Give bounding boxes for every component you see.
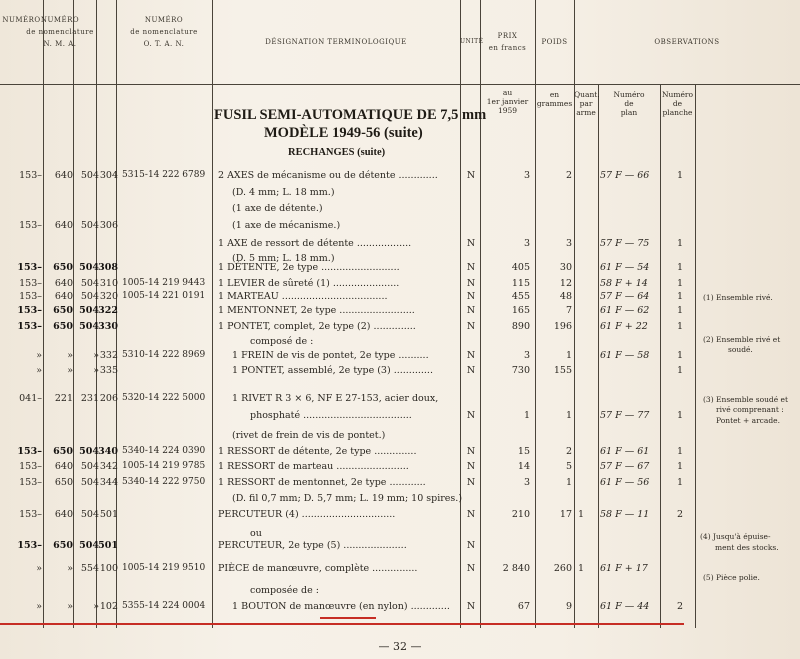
cell-weight: 12 (559, 278, 572, 289)
table-row (0, 446, 800, 460)
cell-otan-number: 1005-14 219 9785 (122, 461, 206, 471)
subheader-prix-2: 1er janvier (486, 97, 529, 106)
cell-price: 890 (511, 321, 530, 332)
cell-designation: 1 PONTET, assemblé, 2e type (3) ............. (232, 365, 433, 376)
cell-nma-part-3: 504 (79, 262, 99, 273)
cell-unit: N (466, 563, 476, 574)
table-row (0, 563, 800, 577)
cell-designation: 1 MENTONNET, 2e type ......................... (218, 305, 415, 316)
subheader-planche-1: Numéro (661, 90, 694, 99)
table-row (0, 585, 800, 599)
observation-5: (5) Pièce polie. (703, 573, 760, 582)
cell-nma-part-3: 504 (80, 170, 99, 181)
header-nma-subtitle: de nomenclature (26, 28, 94, 36)
cell-unit: N (466, 305, 476, 316)
subheader-poids-2: grammes (536, 99, 573, 108)
cell-nma-part-1: 153– (19, 278, 42, 289)
cell-nma-part-4: 340 (98, 446, 118, 457)
cell-nma-part-4: 344 (99, 477, 118, 488)
cell-designation: PERCUTEUR, 2e type (5) ..................... (218, 540, 407, 551)
cell-nma-part-2: » (67, 365, 73, 376)
cell-nma-part-1: 153– (19, 220, 42, 231)
subheader-plan-2: de (624, 99, 634, 108)
cell-weight: 7 (565, 305, 572, 316)
cell-designation: (1 axe de mécanisme.) (232, 220, 341, 231)
table-row (0, 365, 800, 379)
cell-nma-part-4: 306 (99, 220, 118, 231)
cell-designation: 1 RESSORT de détente, 2e type .............. (218, 446, 417, 457)
cell-planche-number: 1 (676, 262, 684, 273)
cell-weight: 3 (565, 238, 572, 249)
cell-price: 210 (511, 509, 530, 520)
table-row (0, 305, 800, 319)
observation-3a: (3) Ensemble soudé et (703, 395, 789, 404)
cell-designation: (D. 5 mm; L. 18 mm.) (232, 253, 335, 264)
cell-price: 67 (517, 601, 530, 612)
red-underline-row (0, 623, 684, 625)
header-designation: DÉSIGNATION TERMINOLOGIQUE (265, 38, 407, 46)
cell-otan-number: 5340-14 224 0390 (122, 446, 206, 456)
cell-weight: 260 (553, 563, 572, 574)
cell-nma-part-3: 554 (80, 563, 99, 574)
table-row (0, 238, 800, 252)
cell-nma-part-4: 501 (99, 509, 118, 520)
subheader-prix-1: au (502, 88, 513, 97)
cell-plan-number: 61 F — 58 (600, 350, 650, 361)
cell-unit: N (466, 350, 476, 361)
cell-nma-part-3: 504 (80, 278, 99, 289)
subheader-plan-1: Numéro (613, 90, 645, 99)
observation-2a: (2) Ensemble rivé et (703, 335, 781, 344)
cell-planche-number: 1 (676, 477, 684, 488)
subheader-quant-2: par (579, 99, 593, 108)
header-unite: UNITÉ (460, 38, 484, 45)
cell-designation: 1 AXE de ressort de détente .................. (218, 238, 412, 249)
cell-price: 165 (511, 305, 530, 316)
cell-weight: 155 (553, 365, 572, 376)
cell-unit: N (466, 291, 476, 302)
cell-weight: 1 (565, 350, 572, 361)
table-row (0, 336, 800, 350)
header-nma-title: NUMÉRO (40, 16, 80, 24)
cell-otan-number: 5315-14 222 6789 (122, 170, 206, 180)
cell-planche-number: 1 (676, 461, 684, 472)
observation-1: (1) Ensemble rivé. (703, 293, 773, 302)
cell-weight: 2 (565, 446, 572, 457)
cell-weight: 1 (565, 477, 572, 488)
cell-nma-part-3: » (93, 601, 99, 612)
cell-nma-part-2: 640 (54, 461, 73, 472)
cell-designation: 1 FREIN de vis de pontet, 2e type .......... (232, 350, 429, 361)
subheader-planche (660, 90, 695, 117)
cell-nma-part-4: 304 (99, 170, 118, 181)
cell-unit: N (466, 365, 476, 376)
cell-nma-part-2: 640 (54, 509, 73, 520)
cell-designation: 1 DÉTENTE, 2e type .......................... (218, 262, 400, 273)
cell-nma-part-3: 504 (79, 305, 99, 316)
cell-nma-part-1: » (36, 350, 42, 361)
cell-nma-part-2: 650 (53, 305, 73, 316)
cell-quantity: 1 (577, 509, 585, 520)
cell-nma-part-3: 504 (80, 291, 99, 302)
cell-plan-number: 61 F — 54 (600, 262, 650, 273)
table-row (0, 410, 800, 424)
subheader-poids-1: en (549, 90, 560, 99)
cell-planche-number: 1 (676, 291, 684, 302)
table-row (0, 430, 800, 444)
cell-otan-number: 1005-14 221 0191 (122, 291, 206, 301)
cell-designation: (rivet de frein de vis de pontet.) (232, 430, 386, 441)
cell-price: 2 840 (502, 563, 530, 574)
cell-planche-number: 1 (676, 305, 684, 316)
cell-nma-part-1: 153– (17, 446, 42, 457)
cell-nma-part-2: 640 (54, 170, 73, 181)
cell-nma-part-1: 153– (17, 305, 42, 316)
cell-designation: 1 BOUTON de manœuvre (en nylon) ............. (232, 601, 450, 612)
cell-nma-part-2: 650 (53, 446, 73, 457)
cell-nma-part-2: » (67, 350, 73, 361)
cell-price: 14 (517, 461, 530, 472)
cell-nma-part-3: » (93, 350, 99, 361)
cell-quantity: 1 (577, 563, 585, 574)
cell-price: 1 (523, 410, 530, 421)
cell-nma-part-2: 650 (53, 321, 73, 332)
cell-otan-number: 5310-14 222 8969 (122, 350, 206, 360)
table-row (0, 321, 800, 335)
cell-unit: N (466, 477, 476, 488)
observation-4b: ment des stocks. (715, 543, 779, 552)
cell-nma-part-2: 640 (54, 220, 73, 231)
cell-designation: ou (250, 528, 262, 539)
subheader-plan (598, 90, 660, 117)
cell-nma-part-4: 322 (98, 305, 118, 316)
observation-3c: Pontet + arcade. (716, 416, 780, 425)
cell-designation: 1 RESSORT de marteau ........................ (218, 461, 409, 472)
header-poids: POIDS (541, 38, 568, 46)
subheader-prix (480, 88, 535, 115)
rule-obs-split (574, 84, 800, 85)
cell-nma-part-3: 504 (79, 446, 99, 457)
cell-planche-number: 1 (676, 446, 684, 457)
table-row (0, 393, 800, 407)
cell-plan-number: 58 F + 14 (600, 278, 648, 289)
cell-nma-part-4: 320 (99, 291, 118, 302)
cell-unit: N (466, 170, 476, 181)
cell-unit: N (466, 446, 476, 457)
cell-unit: N (466, 238, 476, 249)
cell-unit: N (466, 262, 476, 273)
cell-designation: PIÈCE de manœuvre, complète ............... (218, 563, 418, 574)
cell-planche-number: 1 (676, 410, 684, 421)
cell-designation: composé de : (250, 336, 314, 347)
cell-nma-part-1: 153– (17, 262, 42, 273)
cell-plan-number: 57 F — 67 (600, 461, 650, 472)
cell-otan-number: 5355-14 224 0004 (122, 601, 206, 611)
cell-nma-part-1: 153– (19, 461, 42, 472)
cell-nma-part-4: 102 (99, 601, 118, 612)
cell-nma-part-1: 041– (19, 393, 42, 404)
cell-price: 3 (523, 477, 530, 488)
cell-unit: N (466, 321, 476, 332)
cell-nma-part-2: 650 (54, 477, 73, 488)
cell-plan-number: 61 F + 17 (600, 563, 648, 574)
cell-nma-part-2: 640 (54, 278, 73, 289)
table-row (0, 509, 800, 523)
header-observations: OBSERVATIONS (654, 38, 720, 46)
subheader-plan-3: plan (620, 108, 638, 117)
cell-otan-number: 5340-14 222 9750 (122, 477, 206, 487)
cell-designation: (1 axe de détente.) (232, 203, 323, 214)
cell-unit: N (466, 410, 476, 421)
subheader-poids (535, 90, 574, 108)
header-nma-block (10, 14, 110, 50)
cell-plan-number: 57 F — 77 (600, 410, 650, 421)
cell-designation: PERCUTEUR (4) ............................... (218, 509, 396, 520)
header-otan-subtitle: de nomenclature (130, 28, 198, 36)
cell-nma-part-4: 342 (99, 461, 118, 472)
cell-plan-number: 61 F — 56 (600, 477, 650, 488)
cell-nma-part-3: 504 (79, 321, 99, 332)
cell-nma-part-4: 335 (99, 365, 118, 376)
cell-plan-number: 57 F — 75 (600, 238, 650, 249)
cell-unit: N (466, 540, 476, 551)
cell-nma-part-3: 231 (80, 393, 99, 404)
header-otan-title: NUMÉRO (144, 16, 184, 24)
cell-nma-part-1: » (36, 601, 42, 612)
cell-weight: 9 (565, 601, 572, 612)
cell-planche-number: 1 (676, 238, 684, 249)
cell-otan-number: 1005-14 219 9510 (122, 563, 206, 573)
cell-nma-part-4: 310 (99, 278, 118, 289)
cell-price: 455 (511, 291, 530, 302)
table-row (0, 170, 800, 184)
cell-designation: 1 PONTET, complet, 2e type (2) .............. (218, 321, 416, 332)
subheader-quant-1: Quant. (574, 90, 600, 99)
header-prix (480, 30, 535, 54)
cell-nma-part-1: 153– (19, 477, 42, 488)
cell-designation: 1 RESSORT de mentonnet, 2e type ............ (218, 477, 426, 488)
cell-plan-number: 61 F + 22 (600, 321, 648, 332)
cell-planche-number: 1 (676, 278, 684, 289)
cell-designation: composée de : (250, 585, 319, 596)
subheader-planche-3: planche (662, 108, 693, 117)
cell-unit: N (466, 601, 476, 612)
cell-nma-part-4: 100 (99, 563, 118, 574)
table-row (0, 601, 800, 615)
cell-nma-part-1: 153– (19, 509, 42, 520)
cell-designation: (D. fil 0,7 mm; D. 5,7 mm; L. 19 mm; 10 spires.) (232, 493, 463, 504)
table-row (0, 220, 800, 234)
cell-nma-part-2: 640 (54, 291, 73, 302)
cell-weight: 196 (553, 321, 572, 332)
cell-nma-part-1: 153– (19, 291, 42, 302)
table-row (0, 461, 800, 475)
cell-nma-part-1: 153– (17, 321, 42, 332)
table-row (0, 540, 800, 554)
cell-unit: N (466, 509, 476, 520)
cell-designation: (D. 4 mm; L. 18 mm.) (232, 187, 335, 198)
observation-4a: (4) Jusqu'à épuise- (700, 532, 771, 541)
cell-nma-part-2: » (67, 601, 73, 612)
cell-price: 3 (523, 170, 530, 181)
cell-weight: 2 (565, 170, 572, 181)
cell-nma-part-2: » (67, 563, 73, 574)
cell-price: 3 (523, 238, 530, 249)
cell-nma-part-1: 153– (17, 540, 42, 551)
cell-nma-part-1: » (36, 563, 42, 574)
title-line-1: FUSIL SEMI-AUTOMATIQUE DE 7,5 mm (214, 107, 487, 123)
cell-otan-number: 1005-14 219 9443 (122, 278, 206, 288)
cell-weight: 17 (559, 509, 572, 520)
cell-weight: 30 (559, 262, 572, 273)
cell-nma-part-2: 650 (53, 262, 73, 273)
cell-unit: N (466, 278, 476, 289)
cell-nma-part-4: 206 (99, 393, 118, 404)
title-line-2: MODÈLE 1949-56 (suite) (264, 125, 423, 141)
cell-nma-part-3: 504 (80, 461, 99, 472)
cell-nma-part-4: 332 (99, 350, 118, 361)
header-nma-code: N. M. A. (43, 40, 77, 48)
cell-nma-part-2: 221 (54, 393, 73, 404)
cell-nma-part-1: » (36, 365, 42, 376)
subheader-planche-2: de (672, 99, 683, 108)
observation-2b: soudé. (728, 345, 753, 354)
table-row (0, 493, 800, 507)
table-row (0, 477, 800, 491)
cell-nma-part-1: 153– (19, 170, 42, 181)
cell-nma-part-4: 330 (98, 321, 118, 332)
cell-nma-part-3: 504 (80, 220, 99, 231)
cell-unit: N (466, 461, 476, 472)
table-row (0, 203, 800, 217)
cell-weight: 5 (565, 461, 572, 472)
cell-designation: 1 RIVET R 3 × 6, NF E 27-153, acier doux, (232, 393, 439, 404)
table-row (0, 278, 800, 292)
observation-3b: rivé comprenant : (716, 405, 784, 414)
cell-plan-number: 61 F — 44 (600, 601, 650, 612)
cell-designation: 2 AXES de mécanisme ou de détente ............. (218, 170, 438, 181)
header-otan-code: O. T. A. N. (143, 40, 185, 48)
cell-nma-part-3: 504 (80, 509, 99, 520)
table-row (0, 187, 800, 201)
subheader-prix-3: 1959 (497, 106, 518, 115)
cell-planche-number: 1 (676, 365, 684, 376)
cell-nma-part-3: 504 (79, 540, 99, 551)
cell-otan-number: 5320-14 222 5000 (122, 393, 206, 403)
cell-plan-number: 57 F — 64 (600, 291, 650, 302)
cell-plan-number: 61 F — 62 (600, 305, 650, 316)
section-title: RECHANGES (suite) (288, 147, 386, 158)
cell-nma-part-3: » (93, 365, 99, 376)
page-number: — 32 — (378, 640, 422, 653)
cell-nma-part-4: 501 (98, 540, 118, 551)
table-row (0, 291, 800, 305)
cell-designation: 1 LEVIER de sûreté (1) ...................... (218, 278, 400, 289)
subheader-quant (574, 90, 598, 117)
header-nma-line1: NUMÉRO (2, 16, 41, 24)
cell-price: 115 (511, 278, 530, 289)
red-underline-nylon (320, 617, 376, 619)
header-prix-unit: en francs (488, 44, 527, 52)
cell-designation: 1 MARTEAU ................................... (218, 291, 388, 302)
cell-nma-part-4: 308 (98, 262, 118, 273)
cell-planche-number: 1 (676, 350, 684, 361)
cell-plan-number: 61 F — 61 (600, 446, 650, 457)
cell-price: 15 (517, 446, 530, 457)
cell-planche-number: 2 (676, 601, 684, 612)
subheader-quant-3: arme (576, 108, 596, 117)
cell-price: 405 (511, 262, 530, 273)
cell-planche-number: 2 (676, 509, 684, 520)
cell-planche-number: 1 (676, 321, 684, 332)
table-row (0, 262, 800, 276)
cell-planche-number: 1 (676, 170, 684, 181)
cell-designation: phosphaté .................................... (250, 410, 412, 421)
cell-weight: 48 (559, 291, 572, 302)
header-prix-title: PRIX (497, 32, 518, 40)
cell-price: 3 (523, 350, 530, 361)
header-otan (116, 14, 212, 50)
cell-plan-number: 58 F — 11 (600, 509, 650, 520)
cell-weight: 1 (565, 410, 572, 421)
cell-plan-number: 57 F — 66 (600, 170, 650, 181)
cell-nma-part-3: 504 (80, 477, 99, 488)
cell-nma-part-2: 650 (53, 540, 73, 551)
table-row (0, 350, 800, 364)
cell-price: 730 (511, 365, 530, 376)
